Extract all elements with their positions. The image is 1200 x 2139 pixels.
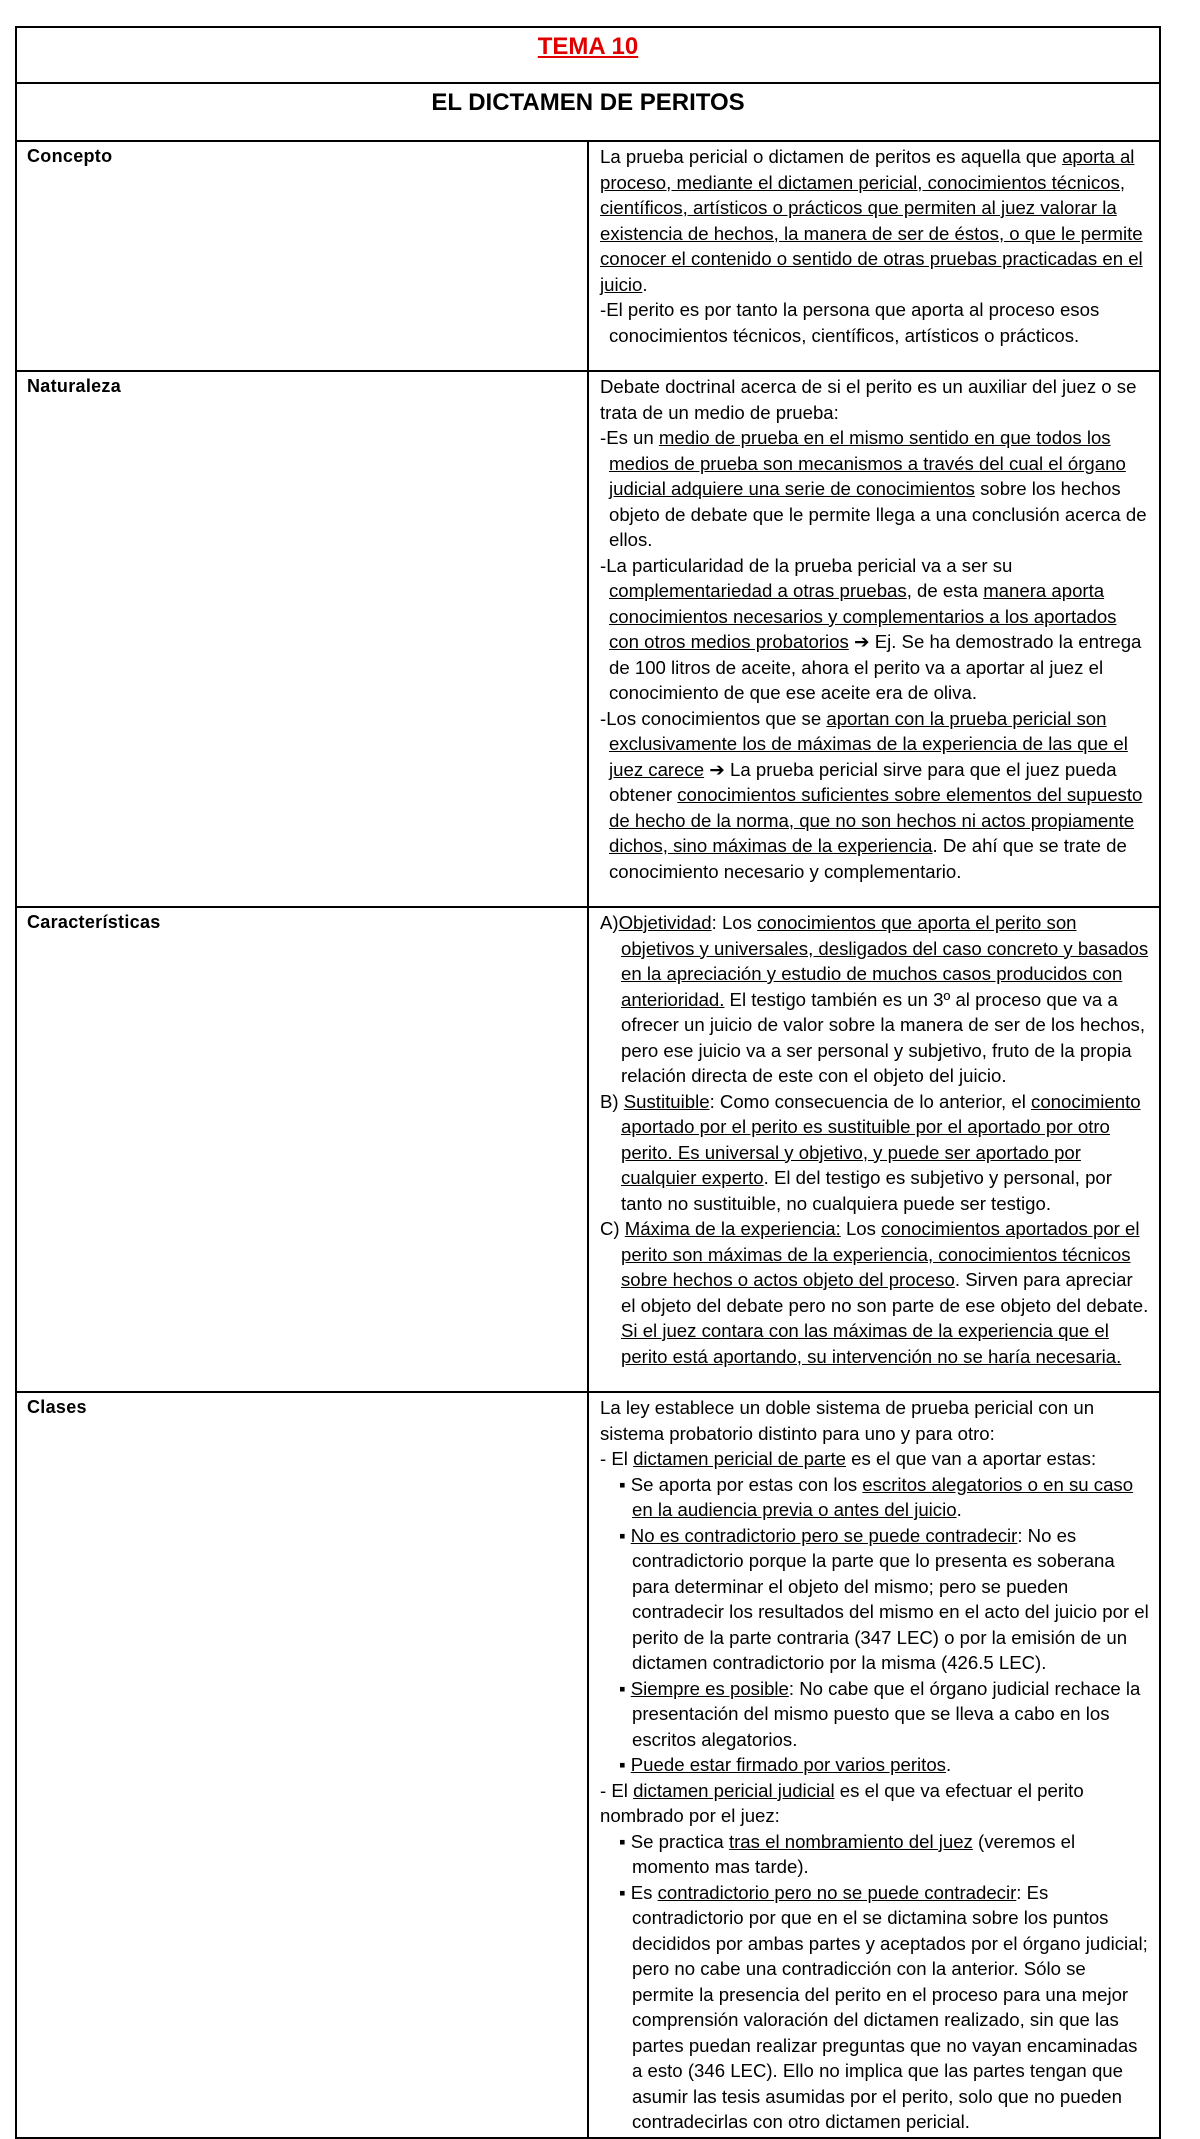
label-caracteristicas: Características	[16, 907, 588, 1392]
row-naturaleza	[16, 371, 1160, 907]
row-caracteristicas	[16, 907, 1160, 1392]
concepto-paragraph-1: La prueba pericial o dictamen de peritos es aquella que aporta al proceso, mediante el dictamen pericial, conocimientos técnicos, científicos, artísticos o prácticos que permiten al juez valorar la existencia de hechos, la manera de ser de éstos, o que le permite conocer el contenido o sentido de otras pruebas practicadas en el juicio.	[600, 146, 1143, 295]
summary-table	[15, 26, 1161, 2139]
parte-item-1: ▪ Se aporta por estas con los escritos alegatorios o en su caso en la audiencia previa o antes del juicio.	[619, 1473, 1134, 1520]
clases-parte-heading: - El dictamen pericial de parte es el que van a aportar estas:	[600, 1448, 1097, 1469]
judicial-item-1: ▪ Se practica tras el nombramiento del juez (veremos el momento mas tarde).	[619, 1830, 1076, 1877]
tema-cell	[16, 27, 1160, 83]
title-cell	[16, 83, 1160, 141]
judicial-item-2: ▪ Es contradictorio pero no se puede contradecir: Es contradictorio por que en el se dictamina sobre los puntos decididos por ambas partes y aceptados por el órgano judicial; pero no cabe una contradicción con la anterior. Sólo se permite la presencia del perito en el proceso para una mejor comprensión valoración del dictamen realizado, sin que las partes puedan realizar preguntas que no vayan encaminadas a esto (346 LEC). Ello no implica que las partes tengan que asumir las tesis asumidas por el perito, solo que no pueden contradecirlas con otro dictamen pericial.	[619, 1881, 1148, 2132]
body-concepto	[588, 141, 1160, 371]
naturaleza-point-2: -La particularidad de la prueba pericial va a ser su complementariedad a otras pruebas, de esta manera aporta conocimientos necesarios y complementarios a los aportados con otros medios probatorios ➔ Ej. Se ha demostrado la entrega de 100 litros de aceite, ahora el perito va a aportar al juez el conocimiento de que ese aceite era de oliva.	[600, 554, 1142, 703]
naturaleza-point-1: -Es un medio de prueba en el mismo sentido en que todos los medios de prueba son mecanismos a través del cual el órgano judicial adquiere una serie de conocimientos sobre los hechos objeto de debate que le permite llega a una conclusión acerca de ellos.	[600, 427, 1147, 550]
parte-item-4: ▪ Puede estar firmado por varios peritos.	[619, 1754, 952, 1775]
label-clases: Clases	[16, 1392, 588, 2138]
parte-item-3: ▪ Siempre es posible: No cabe que el órgano judicial rechace la presentación del mismo puesto que se lleva a cabo en los escritos alegatorios.	[619, 1677, 1141, 1750]
tema-heading: TEMA 10	[537, 33, 639, 60]
document-title: EL DICTAMEN DE PERITOS	[431, 89, 745, 116]
label-naturaleza: Naturaleza	[16, 371, 588, 907]
body-caracteristicas	[588, 907, 1160, 1392]
caracteristica-a: A)Objetividad: Los conocimientos que aporta el perito son objetivos y universales, desligados del caso concreto y basados en la apreciación y estudio de muchos casos producidos con anterioridad. El testigo también es un 3º al proceso que va a ofrecer un juicio de valor sobre la manera de ser de los hechos, pero ese juicio va a ser personal y subjetivo, fruto de la propia relación directa de este con el objeto del juicio.	[600, 912, 1149, 1086]
body-clases	[588, 1392, 1160, 2138]
clases-judicial-heading: - El dictamen pericial judicial es el que va efectuar el perito nombrado por el juez:	[600, 1779, 1084, 1826]
row-clases	[16, 1392, 1160, 2138]
caracteristica-c: C) Máxima de la experiencia: Los conocimientos aportados por el perito son máximas de la experiencia, conocimientos técnicos sobre hechos o actos objeto del proceso. Sirven para apreciar el objeto del debate pero no son parte de ese objeto del debate. Si el juez contara con las máximas de la experiencia que el perito está aportando, su intervención no se haría necesaria.	[600, 1218, 1149, 1367]
naturaleza-point-3: -Los conocimientos que se aportan con la prueba pericial son exclusivamente los de máximas de la experiencia de las que el juez carece ➔ La prueba pericial sirve para que el juez pueda obtener conocimientos suficientes sobre elementos del supuesto de hecho de la norma, que no son hechos ni actos propiamente dichos, sino máximas de la experiencia. De ahí que se trate de conocimiento necesario y complementario.	[600, 707, 1143, 882]
body-naturaleza	[588, 371, 1160, 907]
clases-intro: La ley establece un doble sistema de prueba pericial con un sistema probatorio distinto para uno y para otro:	[600, 1397, 1095, 1444]
label-concepto: Concepto	[16, 141, 588, 371]
caracteristica-b: B) Sustituible: Como consecuencia de lo anterior, el conocimiento aportado por el perito es sustituible por el aportado por otro perito. Es universal y objetivo, y puede ser aportado por cualquier experto. El del testigo es subjetivo y personal, por tanto no sustituible, no cualquiera puede ser testigo.	[600, 1090, 1141, 1214]
row-concepto	[16, 141, 1160, 371]
naturaleza-intro: Debate doctrinal acerca de si el perito es un auxiliar del juez o se trata de un medio de prueba:	[600, 376, 1137, 423]
concepto-paragraph-2: -El perito es por tanto la persona que aporta al proceso esos conocimientos técnicos, científicos, artísticos o prácticos.	[600, 299, 1100, 346]
parte-item-2: ▪ No es contradictorio pero se puede contradecir: No es contradictorio porque la parte que lo presenta es soberana para determinar el objeto del mismo; pero se pueden contradecir los resultados del mismo en el acto del juicio por el perito de la parte contraria (347 LEC) o por la emisión de un dictamen contradictorio por la misma (426.5 LEC).	[619, 1524, 1149, 1673]
document-sheet	[15, 26, 1161, 2139]
